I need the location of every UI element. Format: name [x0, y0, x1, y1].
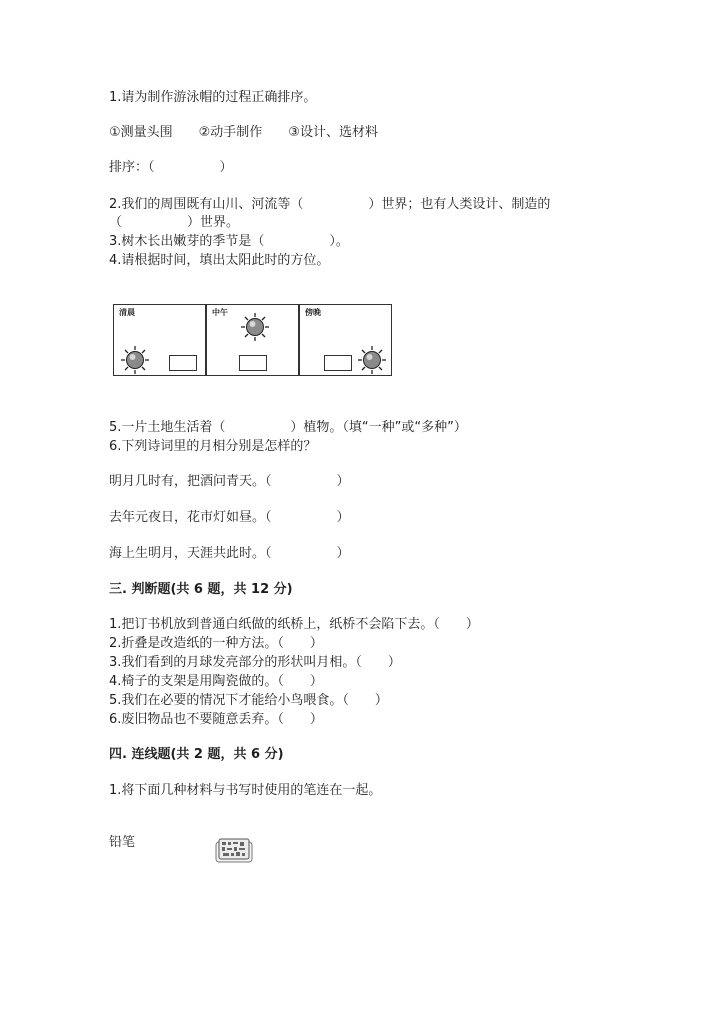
question-sort-title: 1.请为制作游泳帽的过程正确排序。 [109, 90, 317, 105]
sun-panel-label: 中午 [212, 308, 228, 317]
question-2-line2: （ ）世界。 [109, 215, 240, 230]
answer-box [239, 355, 267, 371]
sun-panel-evening [299, 304, 392, 376]
pen-label-pencil: 铅笔 [109, 835, 136, 850]
material-stamp-icon [214, 836, 254, 866]
answer-box [324, 355, 352, 371]
poem-line: 明月几时有，把酒问青天。（ ） [109, 474, 350, 489]
judge-item: 5.我们在必要的情况下才能给小鸟喂食。（ ） [109, 693, 388, 708]
sun-panel-morning [113, 304, 206, 376]
judge-item: 6.废旧物品也不要随意丢弃。（ ） [109, 712, 323, 727]
question-4: 4.请根据时间，填出太阳此时的方位。 [109, 253, 330, 268]
sun-panel-label: 傍晚 [305, 308, 321, 317]
question-sort-answer: 排序：（ ） [109, 160, 233, 175]
poem-line: 海上生明月，天涯共此时。（ ） [109, 546, 350, 561]
judge-item: 1.把订书机放到普通白纸做的纸桥上，纸桥不会陷下去。（ ） [109, 617, 479, 632]
sun-panel-label: 清晨 [119, 308, 135, 317]
sun-icon [357, 345, 387, 375]
question-6: 6.下列诗词里的月相分别是怎样的？ [109, 439, 317, 454]
section-heading-match: 四. 连线题(共 2 题，共 6 分) [109, 747, 284, 762]
poem-line: 去年元夜日，花市灯如昼。（ ） [109, 510, 350, 525]
answer-box [169, 355, 197, 371]
sun-icon [240, 312, 270, 342]
question-3: 3.树木长出嫩芽的季节是（ ）。 [109, 234, 349, 249]
question-2-line1: 2.我们的周围既有山川、河流等（ ）世界；也有人类设计、制造的 [109, 197, 551, 212]
judge-item: 4.椅子的支架是用陶瓷做的。（ ） [109, 674, 323, 689]
sun-panel-noon [206, 304, 299, 376]
question-5: 5.一片土地生活着（ ）植物。（填“一种”或“多种”） [109, 420, 467, 435]
question-sort-options: ①测量头围 ②动手制作 ③设计、选材料 [109, 125, 378, 140]
judge-item: 3.我们看到的月球发亮部分的形状叫月相。（ ） [109, 655, 401, 670]
sun-icon [120, 345, 150, 375]
match-question-1: 1.将下面几种材料与书写时使用的笔连在一起。 [109, 783, 382, 798]
judge-item: 2.折叠是改造纸的一种方法。（ ） [109, 636, 323, 651]
section-heading-judge: 三. 判断题(共 6 题，共 12 分) [109, 582, 293, 597]
